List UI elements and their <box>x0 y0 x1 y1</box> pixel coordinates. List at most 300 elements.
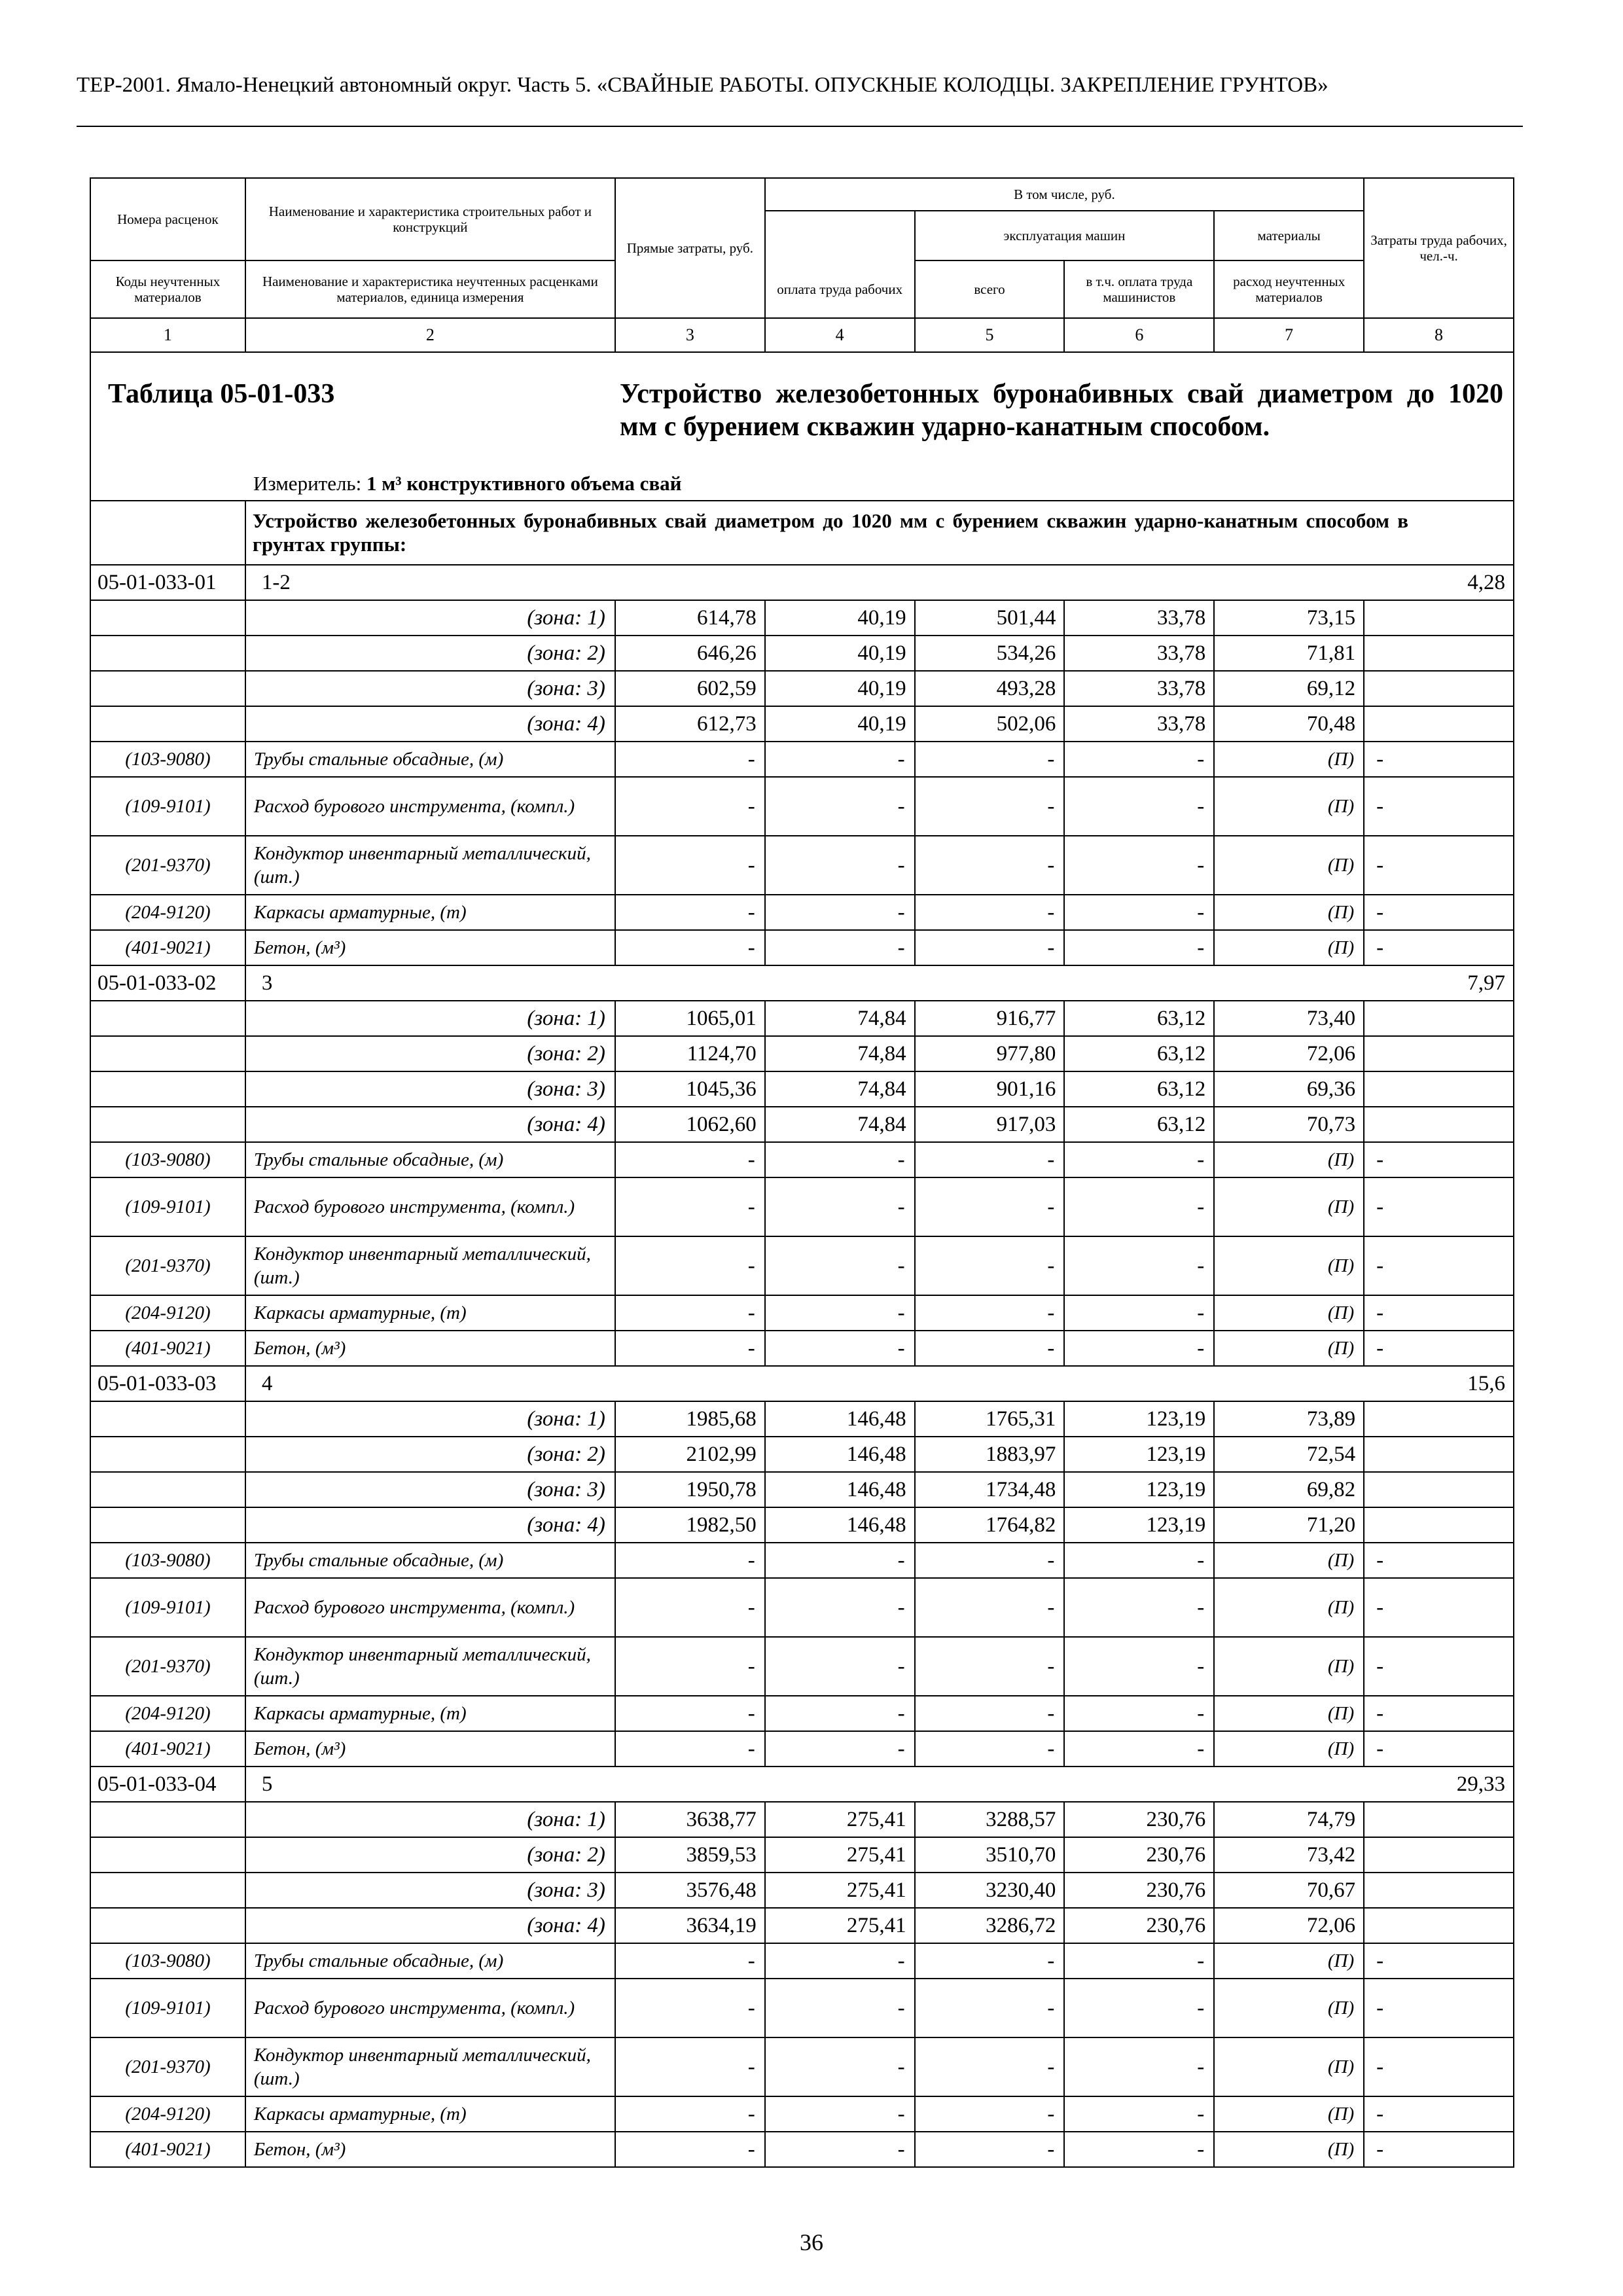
dash-cell: - <box>1064 1331 1214 1366</box>
dash-cell: - <box>615 1236 765 1295</box>
dash-cell: - <box>765 1142 915 1177</box>
dash-cell: - <box>915 1142 1065 1177</box>
dash-cell: - <box>1364 2096 1514 2132</box>
col-number: 5 <box>915 318 1065 352</box>
machines-cost: 493,28 <box>915 671 1065 706</box>
dash-cell: - <box>615 1696 765 1731</box>
dash-cell: - <box>915 895 1065 930</box>
material-name: Кондуктор инвентарный металлический, (шт.) <box>245 836 615 895</box>
materials-cost: 72,06 <box>1214 1908 1364 1943</box>
empty-cell <box>1364 1001 1514 1036</box>
wages-cost: 275,41 <box>765 1837 915 1873</box>
dash-cell: - <box>615 777 765 836</box>
dash-cell: - <box>915 836 1065 895</box>
dash-cell: - <box>765 1731 915 1767</box>
materials-cost: 73,89 <box>1214 1401 1364 1437</box>
direct-cost: 1985,68 <box>615 1401 765 1437</box>
col7-header: расход неучтенных материалов <box>1214 260 1364 318</box>
empty-cell <box>90 1472 245 1507</box>
material-code: (109-9101) <box>90 1578 245 1637</box>
materials-cost: 70,48 <box>1214 706 1364 742</box>
material-row <box>90 1295 1514 1331</box>
dash-cell: - <box>615 2132 765 2167</box>
empty-cell <box>90 1071 245 1107</box>
empty-cell <box>1064 1767 1214 1802</box>
dash-cell: - <box>915 1177 1065 1236</box>
materials-cost: 72,06 <box>1214 1036 1364 1071</box>
p-mark: (П) <box>1214 1543 1364 1578</box>
material-name: Каркасы арматурные, (т) <box>245 1696 615 1731</box>
direct-cost: 3859,53 <box>615 1837 765 1873</box>
machines-cost: 917,03 <box>915 1107 1065 1142</box>
p-mark: (П) <box>1214 742 1364 777</box>
wages-cost: 74,84 <box>765 1107 915 1142</box>
material-code: (201-9370) <box>90 836 245 895</box>
dash-cell: - <box>765 1943 915 1979</box>
col5-header: всего <box>915 260 1065 318</box>
dash-cell: - <box>615 1142 765 1177</box>
empty-cell <box>90 1401 245 1437</box>
col1-header-top: Номера расценок <box>90 178 245 260</box>
dash-cell: - <box>915 1731 1065 1767</box>
dash-cell: - <box>765 2037 915 2096</box>
p-mark: (П) <box>1214 2132 1364 2167</box>
dash-cell: - <box>1364 836 1514 895</box>
dash-cell: - <box>915 1696 1065 1731</box>
wages-cost: 146,48 <box>765 1437 915 1472</box>
p-mark: (П) <box>1214 1637 1364 1696</box>
material-code: (204-9120) <box>90 2096 245 2132</box>
col2-header-bottom: Наименование и характеристика неучтенных расценками материалов, единица измерения <box>245 260 615 318</box>
rates-table <box>90 177 1514 2168</box>
labor-cost: 7,97 <box>1364 965 1514 1001</box>
material-row <box>90 1236 1514 1295</box>
dash-cell: - <box>1364 2132 1514 2167</box>
dash-cell: - <box>1364 1295 1514 1331</box>
dash-cell: - <box>765 1331 915 1366</box>
dash-cell: - <box>1364 1943 1514 1979</box>
dash-cell: - <box>765 2132 915 2167</box>
zone-row <box>90 1472 1514 1507</box>
zone-label: (зона: 3) <box>245 1071 615 1107</box>
empty-cell <box>90 671 245 706</box>
empty-cell <box>915 965 1065 1001</box>
labor-cost: 15,6 <box>1364 1366 1514 1401</box>
dash-cell: - <box>1064 1731 1214 1767</box>
p-mark: (П) <box>1214 2096 1364 2132</box>
table-description: Устройство железобетонных буронабивных свай диаметром до 1020 мм с бурением скважин ударно-канатным способом. <box>620 379 1503 442</box>
empty-cell <box>90 706 245 742</box>
dash-cell: - <box>1064 895 1214 930</box>
wages-cost: 146,48 <box>765 1401 915 1437</box>
material-row <box>90 2096 1514 2132</box>
dash-cell: - <box>915 1543 1065 1578</box>
dash-cell: - <box>1064 1295 1214 1331</box>
dash-cell: - <box>1064 2096 1214 2132</box>
dash-cell: - <box>1364 1142 1514 1177</box>
empty-cell <box>1364 1472 1514 1507</box>
empty-cell <box>1364 1802 1514 1837</box>
wages-cost: 275,41 <box>765 1908 915 1943</box>
empty-cell <box>1214 565 1364 600</box>
empty-cell <box>1364 1507 1514 1543</box>
col2-header-top: Наименование и характеристика строительных работ и конструкций <box>245 178 615 260</box>
material-name: Трубы стальные обсадные, (м) <box>245 1943 615 1979</box>
zone-label: (зона: 2) <box>245 636 615 671</box>
dash-cell: - <box>1064 1177 1214 1236</box>
empty-cell <box>90 1837 245 1873</box>
dash-cell: - <box>915 2096 1065 2132</box>
material-row <box>90 777 1514 836</box>
dash-cell: - <box>1364 1731 1514 1767</box>
empty-cell <box>1364 1873 1514 1908</box>
machines-cost: 1765,31 <box>915 1401 1065 1437</box>
material-row <box>90 2132 1514 2167</box>
operators-cost: 123,19 <box>1064 1437 1214 1472</box>
col-number: 2 <box>245 318 615 352</box>
materials-cost: 74,79 <box>1214 1802 1364 1837</box>
dash-cell: - <box>615 1295 765 1331</box>
dash-cell: - <box>765 895 915 930</box>
table-title: Таблица 05-01-033 <box>108 379 335 409</box>
empty-cell <box>90 636 245 671</box>
dash-cell: - <box>615 2096 765 2132</box>
empty-cell <box>90 1873 245 1908</box>
material-name: Каркасы арматурные, (т) <box>245 1295 615 1331</box>
zone-row <box>90 1437 1514 1472</box>
empty-cell <box>1364 706 1514 742</box>
dash-cell: - <box>1364 1177 1514 1236</box>
empty-cell <box>1214 1366 1364 1401</box>
material-row <box>90 1731 1514 1767</box>
dash-cell: - <box>915 1979 1065 2037</box>
table-meter <box>253 472 682 495</box>
material-row <box>90 836 1514 895</box>
machines-cost: 501,44 <box>915 600 1065 636</box>
dash-cell: - <box>765 1979 915 2037</box>
direct-cost: 612,73 <box>615 706 765 742</box>
material-row <box>90 1142 1514 1177</box>
material-name: Каркасы арматурные, (т) <box>245 2096 615 2132</box>
machines-cost: 3230,40 <box>915 1873 1065 1908</box>
p-mark: (П) <box>1214 1979 1364 2037</box>
operators-cost: 230,76 <box>1064 1837 1214 1873</box>
p-mark: (П) <box>1214 2037 1364 2096</box>
dash-cell: - <box>615 1578 765 1637</box>
empty-cell <box>915 1767 1065 1802</box>
direct-cost: 2102,99 <box>615 1437 765 1472</box>
direct-cost: 1982,50 <box>615 1507 765 1543</box>
dash-cell: - <box>765 1578 915 1637</box>
group-heading: Устройство железобетонных буронабивных свай диаметром до 1020 мм с бурением скважин ударно-канатным способом в грунтах группы: <box>245 501 1514 565</box>
p-mark: (П) <box>1214 1177 1364 1236</box>
direct-cost: 1124,70 <box>615 1036 765 1071</box>
empty-cell <box>1064 965 1214 1001</box>
materials-cost: 73,42 <box>1214 1837 1364 1873</box>
soil-group: 4 <box>245 1366 615 1401</box>
empty-cell <box>615 1366 765 1401</box>
wages-cost: 40,19 <box>765 671 915 706</box>
empty-cell <box>90 600 245 636</box>
materials-cost: 73,40 <box>1214 1001 1364 1036</box>
dash-cell: - <box>1064 1943 1214 1979</box>
machines-cost: 901,16 <box>915 1071 1065 1107</box>
dash-cell: - <box>765 742 915 777</box>
incl-header: В том числе, руб. <box>765 178 1364 211</box>
col-number: 7 <box>1214 318 1364 352</box>
position-code: 05-01-033-02 <box>90 965 245 1001</box>
dash-cell: - <box>615 930 765 965</box>
dash-cell: - <box>1064 2037 1214 2096</box>
operators-cost: 33,78 <box>1064 636 1214 671</box>
page-header: ТЕР-2001. Ямало-Ненецкий автономный округ. Часть 5. «СВАЙНЫЕ РАБОТЫ. ОПУСКНЫЕ КОЛОДЦЫ. ЗАКРЕПЛЕНИЕ ГРУНТОВ» <box>77 73 1329 97</box>
position-row <box>90 1366 1514 1401</box>
col4-header: оплата труда рабочих <box>765 260 915 318</box>
dash-cell: - <box>1364 1578 1514 1637</box>
dash-cell: - <box>1064 1696 1214 1731</box>
material-name: Каркасы арматурные, (т) <box>245 895 615 930</box>
dash-cell: - <box>915 930 1065 965</box>
material-name: Бетон, (м³) <box>245 1331 615 1366</box>
p-mark: (П) <box>1214 895 1364 930</box>
meter-value: 1 м³ конструктивного объема свай <box>366 472 682 495</box>
material-code: (103-9080) <box>90 1142 245 1177</box>
zone-row <box>90 1036 1514 1071</box>
empty-cell <box>1364 1837 1514 1873</box>
dash-cell: - <box>615 1637 765 1696</box>
machines-cost: 1734,48 <box>915 1472 1065 1507</box>
position-row <box>90 965 1514 1001</box>
position-row <box>90 565 1514 600</box>
empty-cell <box>765 1767 915 1802</box>
zone-row <box>90 1071 1514 1107</box>
p-mark: (П) <box>1214 777 1364 836</box>
material-name: Бетон, (м³) <box>245 930 615 965</box>
dash-cell: - <box>1364 1236 1514 1295</box>
wages-cost: 74,84 <box>765 1071 915 1107</box>
zone-label: (зона: 1) <box>245 600 615 636</box>
dash-cell: - <box>1364 1637 1514 1696</box>
zone-label: (зона: 3) <box>245 1873 615 1908</box>
zone-label: (зона: 4) <box>245 1908 615 1943</box>
dash-cell: - <box>1064 930 1214 965</box>
dash-cell: - <box>1364 895 1514 930</box>
empty-cell <box>90 1908 245 1943</box>
dash-cell: - <box>915 1578 1065 1637</box>
p-mark: (П) <box>1214 836 1364 895</box>
material-code: (109-9101) <box>90 1979 245 2037</box>
operators-cost: 63,12 <box>1064 1107 1214 1142</box>
dash-cell: - <box>1364 1979 1514 2037</box>
p-mark: (П) <box>1214 1578 1364 1637</box>
position-code: 05-01-033-01 <box>90 565 245 600</box>
direct-cost: 602,59 <box>615 671 765 706</box>
zone-label: (зона: 3) <box>245 1472 615 1507</box>
empty-cell <box>615 1767 765 1802</box>
dash-cell: - <box>915 1236 1065 1295</box>
soil-group: 3 <box>245 965 615 1001</box>
material-code: (109-9101) <box>90 1177 245 1236</box>
operators-cost: 63,12 <box>1064 1001 1214 1036</box>
position-code: 05-01-033-03 <box>90 1366 245 1401</box>
wages-cost: 146,48 <box>765 1507 915 1543</box>
zone-row <box>90 600 1514 636</box>
dash-cell: - <box>1364 1696 1514 1731</box>
dash-cell: - <box>915 2132 1065 2167</box>
zone-label: (зона: 1) <box>245 1401 615 1437</box>
col1-header-bottom: Коды неучтенных материалов <box>90 260 245 318</box>
zone-row <box>90 1401 1514 1437</box>
dash-cell: - <box>615 895 765 930</box>
operators-cost: 33,78 <box>1064 671 1214 706</box>
operators-cost: 230,76 <box>1064 1873 1214 1908</box>
header-rule <box>77 126 1523 127</box>
material-row <box>90 930 1514 965</box>
wages-cost: 40,19 <box>765 706 915 742</box>
empty-cell <box>1364 600 1514 636</box>
dash-cell: - <box>615 1177 765 1236</box>
empty-cell <box>1364 1437 1514 1472</box>
dash-cell: - <box>615 742 765 777</box>
empty-cell <box>90 1001 245 1036</box>
dash-cell: - <box>765 1295 915 1331</box>
operators-cost: 63,12 <box>1064 1071 1214 1107</box>
machines-cost: 1764,82 <box>915 1507 1065 1543</box>
material-row <box>90 1637 1514 1696</box>
material-row <box>90 1943 1514 1979</box>
zone-row <box>90 1507 1514 1543</box>
col4-header-spacer <box>765 211 915 260</box>
zone-label: (зона: 4) <box>245 1507 615 1543</box>
position-code: 05-01-033-04 <box>90 1767 245 1802</box>
machines-cost: 502,06 <box>915 706 1065 742</box>
dash-cell: - <box>1364 777 1514 836</box>
operators-cost: 123,19 <box>1064 1507 1214 1543</box>
operators-cost: 123,19 <box>1064 1472 1214 1507</box>
material-name: Расход бурового инструмента, (компл.) <box>245 1177 615 1236</box>
material-name: Кондуктор инвентарный металлический, (шт.) <box>245 2037 615 2096</box>
empty-cell <box>1364 671 1514 706</box>
zone-row <box>90 1908 1514 1943</box>
materials-cost: 69,12 <box>1214 671 1364 706</box>
material-name: Расход бурового инструмента, (компл.) <box>245 1578 615 1637</box>
empty-cell <box>1064 565 1214 600</box>
direct-cost: 3576,48 <box>615 1873 765 1908</box>
dash-cell: - <box>615 1543 765 1578</box>
dash-cell: - <box>765 930 915 965</box>
group-heading-spacer <box>90 501 245 565</box>
direct-cost: 646,26 <box>615 636 765 671</box>
zone-row <box>90 1107 1514 1142</box>
meter-label: Измеритель: <box>253 472 362 495</box>
dash-cell: - <box>615 836 765 895</box>
operators-cost: 230,76 <box>1064 1908 1214 1943</box>
material-name: Расход бурового инструмента, (компл.) <box>245 1979 615 2037</box>
machines-cost: 534,26 <box>915 636 1065 671</box>
wages-cost: 74,84 <box>765 1036 915 1071</box>
material-code: (201-9370) <box>90 1236 245 1295</box>
soil-group: 5 <box>245 1767 615 1802</box>
materials-cost: 73,15 <box>1214 600 1364 636</box>
zone-row <box>90 706 1514 742</box>
dash-cell: - <box>1064 1236 1214 1295</box>
material-code: (401-9021) <box>90 1331 245 1366</box>
direct-cost: 3634,19 <box>615 1908 765 1943</box>
material-name: Расход бурового инструмента, (компл.) <box>245 777 615 836</box>
material-name: Кондуктор инвентарный металлический, (шт.) <box>245 1637 615 1696</box>
p-mark: (П) <box>1214 1696 1364 1731</box>
dash-cell: - <box>915 742 1065 777</box>
dash-cell: - <box>1064 777 1214 836</box>
col3-header: Прямые затраты, руб. <box>615 178 765 318</box>
material-name: Кондуктор инвентарный металлический, (шт.) <box>245 1236 615 1295</box>
material-code: (103-9080) <box>90 1943 245 1979</box>
empty-cell <box>915 565 1065 600</box>
zone-row <box>90 636 1514 671</box>
material-row <box>90 1578 1514 1637</box>
empty-cell <box>1214 965 1364 1001</box>
dash-cell: - <box>765 1236 915 1295</box>
material-code: (401-9021) <box>90 1731 245 1767</box>
zone-row <box>90 1802 1514 1837</box>
empty-cell <box>615 565 765 600</box>
direct-cost: 1045,36 <box>615 1071 765 1107</box>
materials-header: материалы <box>1214 211 1364 260</box>
zone-label: (зона: 2) <box>245 1036 615 1071</box>
materials-cost: 71,81 <box>1214 636 1364 671</box>
empty-cell <box>90 1107 245 1142</box>
empty-cell <box>90 1437 245 1472</box>
material-name: Бетон, (м³) <box>245 2132 615 2167</box>
empty-cell <box>1364 636 1514 671</box>
direct-cost: 3638,77 <box>615 1802 765 1837</box>
material-row <box>90 742 1514 777</box>
col-number: 6 <box>1064 318 1214 352</box>
dash-cell: - <box>765 1543 915 1578</box>
zone-label: (зона: 3) <box>245 671 615 706</box>
dash-cell: - <box>1064 836 1214 895</box>
material-name: Трубы стальные обсадные, (м) <box>245 1543 615 1578</box>
p-mark: (П) <box>1214 930 1364 965</box>
material-name: Бетон, (м³) <box>245 1731 615 1767</box>
col-number: 1 <box>90 318 245 352</box>
empty-cell <box>1364 1036 1514 1071</box>
machines-cost: 977,80 <box>915 1036 1065 1071</box>
col-number: 4 <box>765 318 915 352</box>
material-code: (201-9370) <box>90 2037 245 2096</box>
materials-cost: 69,82 <box>1214 1472 1364 1507</box>
materials-cost: 72,54 <box>1214 1437 1364 1472</box>
materials-cost: 69,36 <box>1214 1071 1364 1107</box>
dash-cell: - <box>765 836 915 895</box>
dash-cell: - <box>615 1331 765 1366</box>
machines-cost: 3510,70 <box>915 1837 1065 1873</box>
material-code: (204-9120) <box>90 1696 245 1731</box>
empty-cell <box>1364 1071 1514 1107</box>
dash-cell: - <box>1364 930 1514 965</box>
wages-cost: 40,19 <box>765 636 915 671</box>
labor-cost: 4,28 <box>1364 565 1514 600</box>
zone-row <box>90 1873 1514 1908</box>
material-code: (401-9021) <box>90 2132 245 2167</box>
machines-cost: 916,77 <box>915 1001 1065 1036</box>
material-row <box>90 1979 1514 2037</box>
materials-cost: 70,67 <box>1214 1873 1364 1908</box>
material-code: (201-9370) <box>90 1637 245 1696</box>
zone-label: (зона: 2) <box>245 1437 615 1472</box>
zone-label: (зона: 1) <box>245 1802 615 1837</box>
col-number: 3 <box>615 318 765 352</box>
